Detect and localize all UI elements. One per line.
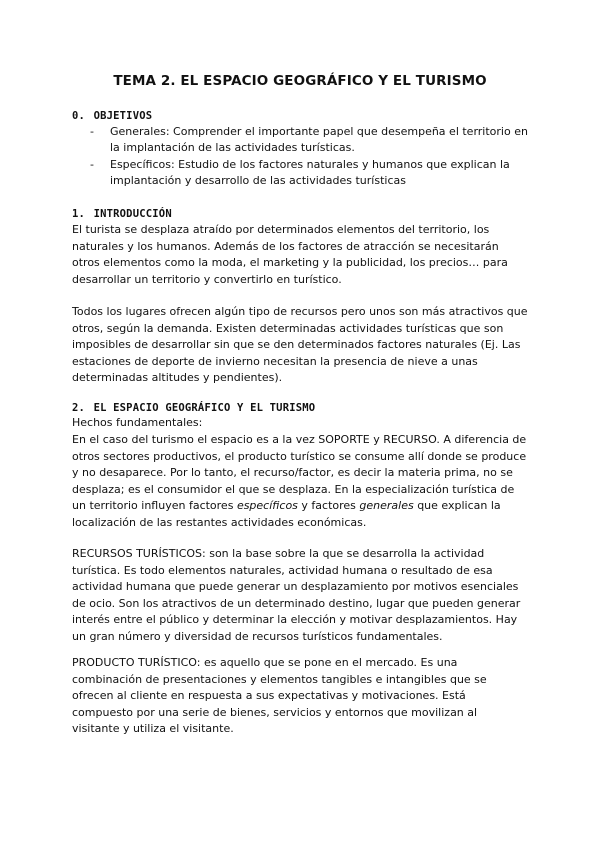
- section-title: EL ESPACIO GEOGRÁFICO Y EL TURISMO: [93, 402, 316, 414]
- section-number: 2.: [72, 402, 86, 414]
- objectives-list: [88, 124, 538, 190]
- section-heading-objetivos: [72, 110, 152, 122]
- text-run: que explican la localización de las restantes actividades económicas.: [72, 499, 501, 529]
- emphasis-text: específicos: [236, 499, 298, 513]
- section-title: INTRODUCCIÓN: [93, 208, 172, 220]
- emphasis-text: generales: [359, 499, 414, 513]
- list-item: - Específicos: Estudio de los factores naturales y humanos que explican la implantación y desarrollo de las actividades turísticas: [88, 157, 538, 190]
- section-title: OBJETIVOS: [93, 110, 153, 122]
- section-number: 0.: [72, 110, 86, 122]
- section-number: 1.: [72, 208, 86, 220]
- text-run: y factores: [297, 499, 360, 513]
- paragraph: [72, 432, 528, 532]
- paragraph: Todos los lugares ofrecen algún tipo de recursos pero unos son más atractivos que otros, según la demanda. Existen determinadas actividades turísticas que son imposibles de desarrollar sin que se den determinados factores naturales (Ej. Las estaciones de deporte de invierno necesitan la presencia de nieve a unas determinadas altitudes y pendientes).: [72, 305, 528, 385]
- paragraph-label: Hechos fundamentales:: [72, 416, 203, 429]
- document-title: TEMA 2. EL ESPACIO GEOGRÁFICO Y EL TURISMO: [113, 73, 487, 89]
- section-heading-introduccion: [72, 208, 172, 220]
- paragraph-recursos-turisticos: RECURSOS TURÍSTICOS: son la base sobre la que se desarrolla la actividad turística. Es todo elementos naturales, actividad humana o resultado de esa actividad humana que puede generar un desplazamiento por motivos esenciales de ocio. Son los atractivos de un determinado destino, lugar que pueden generar interés entre el público y determinar la elección y motivar desplazamientos. Hay un gran número y diversidad de recursos turísticos fundamentales.: [72, 547, 521, 643]
- text-run: En el caso del turismo el espacio es a la vez SOPORTE y RECURSO. A diferencia de otros sectores productivos, el producto turístico se consume allí donde se produce y no desaparece. Por lo tanto, el recurso/factor, es decir la materia prima, no se desplaza; es el consumidor el que se desplaza. En la especialización turística de un territorio influyen factores: [72, 433, 527, 513]
- paragraph: El turista se desplaza atraído por determinados elementos del territorio, los naturales y los humanos. Además de los factores de atracción se necesitarán otros elementos como la moda, el marketing y la publicidad, los precios… para desarrollar un territorio y convertirlo en turístico.: [72, 223, 508, 286]
- list-item: - Generales: Comprender el importante papel que desempeña el territorio en la implantación de las actividades turísticas.: [88, 124, 538, 157]
- paragraph-producto-turistico: PRODUCTO TURÍSTICO: es aquello que se pone en el mercado. Es una combinación de presentaciones y elementos tangibles e intangibles que se ofrecen al cliente en respuesta a sus expectativas y motivaciones. Está compuesto por una serie de bienes, servicios y entornos que movilizan al visitante y utiliza el visitante.: [72, 656, 487, 736]
- section-heading-espacio-geografico: [72, 402, 315, 414]
